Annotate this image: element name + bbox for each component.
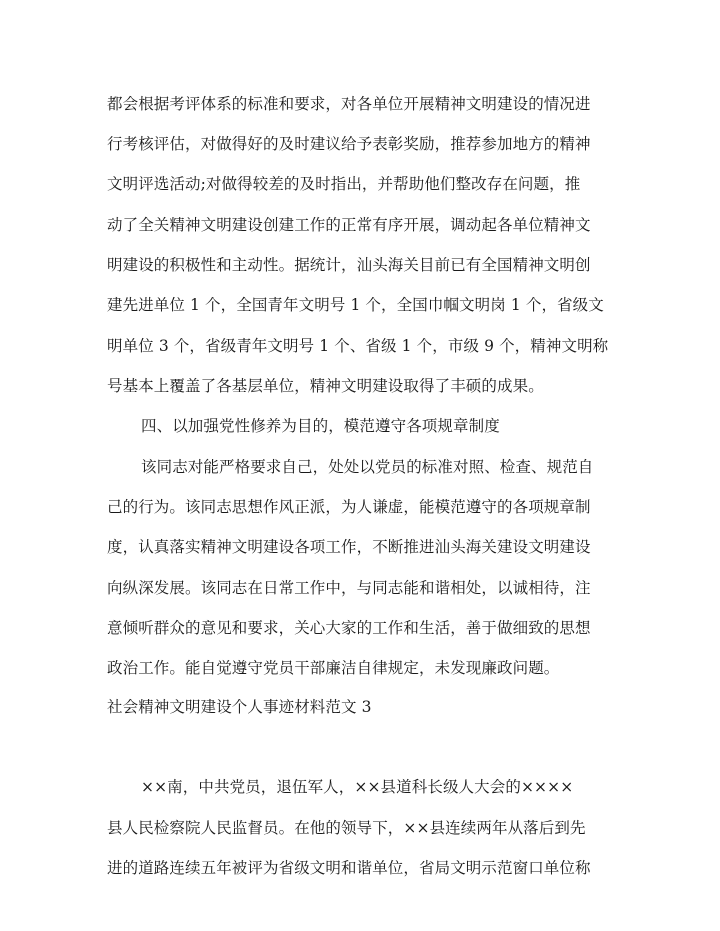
body-line-15: ××南，中共党员，退伍军人，××县道科长级人大会的×××× [141,778,574,796]
body-line-8: 号基本上覆盖了各基层单位，精神文明建设取得了丰硕的成果。 [107,377,544,395]
article-title: 社会精神文明建设个人事迹材料范文 3 [107,698,372,716]
body-line-5: 明建设的积极性和主动性。据统计，汕头海关目前已有全国精神文明创 [107,256,591,274]
body-line-10: 己的行为。该同志思想作风正派，为人谦虚，能模范遵守的各项规章制 [107,498,591,516]
body-line-7: 明单位 3 个，省级青年文明号 1 个、省级 1 个，市级 9 个，精神文明称 [107,337,609,355]
body-line-2: 行考核评估，对做得好的及时建议给予表彰奖励，推荐参加地方的精神 [107,135,591,153]
body-line-12: 向纵深发展。该同志在日常工作中，与同志能和谐相处，以诚相待，注 [107,579,591,597]
body-line-16: 县人民检察院人民监督员。在他的领导下，××县连续两年从落后到先 [107,819,586,837]
body-line-9: 该同志对能严格要求自己，处处以党员的标准对照、检查、规范自 [141,458,594,476]
body-line-1: 都会根据考评体系的标准和要求，对各单位开展精神文明建设的情况进 [107,95,591,113]
section-heading: 四、以加强党性修养为目的，模范遵守各项规章制度 [141,417,500,435]
body-line-14: 政治工作。能自觉遵守党员干部廉洁自律规定，未发现廉政问题。 [107,659,560,677]
body-line-17: 进的道路连续五年被评为省级文明和谐单位，省局文明示范窗口单位称 [107,859,591,877]
body-line-13: 意倾听群众的意见和要求，关心大家的工作和生活，善于做细致的思想 [107,619,591,637]
body-line-11: 度，认真落实精神文明建设各项工作，不断推进汕头海关建设文明建设 [107,538,591,556]
body-line-3: 文明评选活动;对做得较差的及时指出，并帮助他们整改存在问题，推 [107,175,581,193]
body-line-6: 建先进单位 1 个，全国青年文明号 1 个，全国巾帼文明岗 1 个，省级文 [107,296,604,314]
body-line-4: 动了全关精神文明建设创建工作的正常有序开展，调动起各单位精神文 [107,216,591,234]
